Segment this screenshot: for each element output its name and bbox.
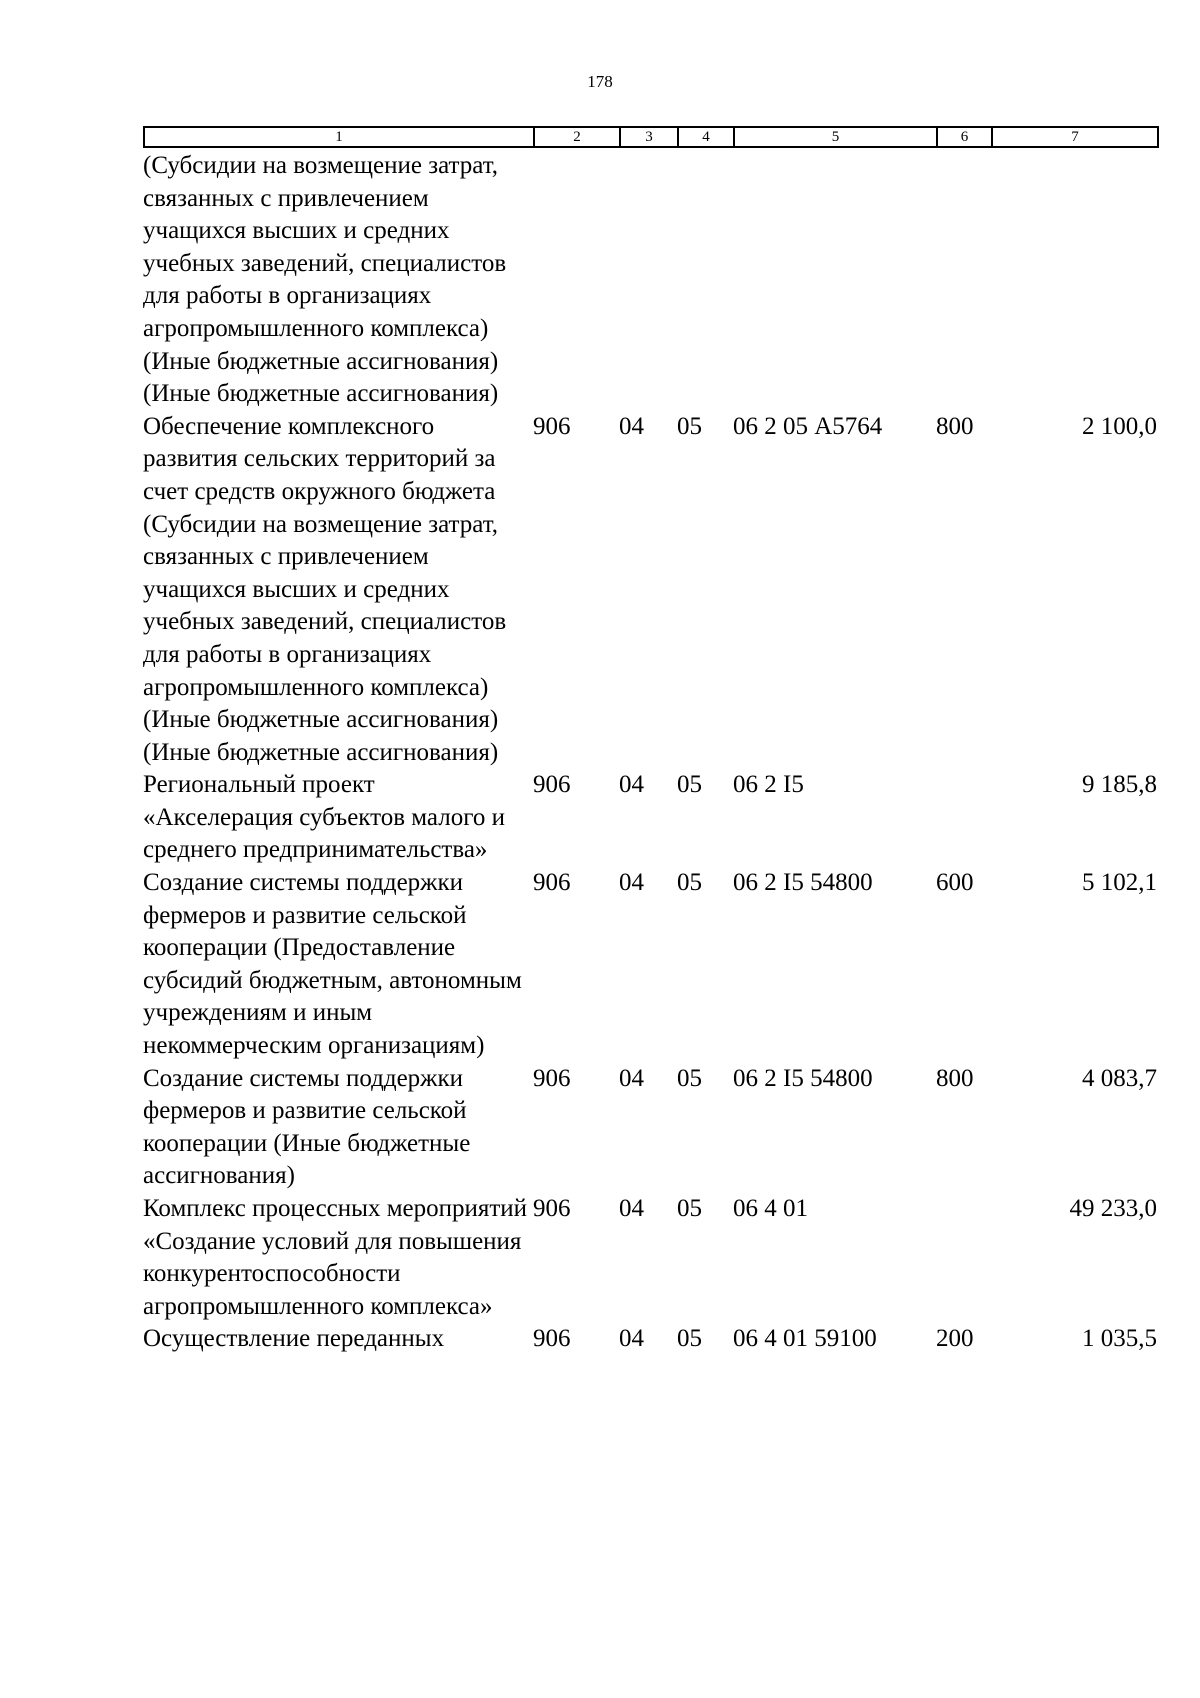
row-amount: 1 035,5 [1082,1325,1157,1353]
row-name: Осуществление переданных [143,1325,445,1353]
row-ministry-code: 906 [533,1064,571,1092]
header-col-3: 3 [621,128,679,146]
row-target-article: 06 2 05 А5764 [733,412,883,440]
row-target-article: 06 4 01 [733,1195,808,1222]
row-subsection-code: 05 [677,1325,702,1353]
table-row [143,867,1159,1063]
row-name: (Субсидии на возмещение затрат, связанных с привлечением учащихся высших и средних учебных заведений, специалистов для работы в организациях агропромышленного комплекса) (Иные бюджетные ассигнования) (Иные бюджетные ассигнования) [143,152,507,408]
row-expense-type: 600 [936,869,974,897]
row-expense-type: 800 [936,1064,974,1092]
row-target-article: 06 2 I5 54800 [733,1064,873,1092]
header-col-5: 5 [735,128,938,146]
row-amount: 2 100,0 [1082,412,1157,440]
budget-table [143,150,1159,1356]
row-section-code: 04 [619,869,644,897]
row-name: Региональный проект «Акселерация субъектов малого и среднего предпринимательства» [143,771,505,864]
row-subsection-code: 05 [677,1064,702,1092]
row-ministry-code: 906 [533,1325,571,1353]
row-amount: 4 083,7 [1082,1064,1157,1092]
row-target-article: 06 4 01 59100 [733,1325,877,1353]
row-subsection-code: 05 [677,869,702,897]
header-col-6: 6 [938,128,993,146]
row-section-code: 04 [619,1195,644,1222]
table-row [143,411,1159,770]
row-ministry-code: 906 [533,869,571,897]
header-col-7: 7 [1071,129,1079,145]
row-amount: 9 185,8 [1082,771,1157,799]
row-section-code: 04 [619,1064,644,1092]
row-expense-type: 200 [936,1325,974,1353]
table-row [143,1063,1159,1193]
table-header [143,126,1159,148]
row-ministry-code: 906 [533,771,571,799]
table-row [143,769,1159,867]
row-target-article: 06 2 I5 [733,771,804,799]
row-target-article: 06 2 I5 54800 [733,869,873,897]
row-section-code: 04 [619,1325,644,1353]
header-col-1: 1 [145,128,535,146]
row-amount: 49 233,0 [1069,1195,1157,1222]
row-subsection-code: 05 [677,771,702,799]
row-name: Обеспечение комплексного развития сельских территорий за счет средств окружного бюджета (Субсидии на возмещение затрат, связанных с привлечением учащихся высших и средних учебных заведений, специалистов для работы в организациях агропромышленного комплекса) (Иные бюджетные ассигнования) (Иные бюджетные ассигнования) [143,412,507,766]
row-subsection-code: 05 [677,412,702,440]
page-number: 178 [587,72,613,91]
table-row [143,150,1159,411]
row-name: Комплекс процессных мероприятий «Создание условий для повышения конкурентоспособности агропромышленного комплекса» [143,1195,528,1320]
header-col-4: 4 [679,128,735,146]
row-name: Создание системы поддержки фермеров и развитие сельской кооперации (Предоставление субсидий бюджетным, автономным учреждениям и иным некоммерческим организациям) [143,869,522,1060]
header-col-2: 2 [535,128,621,146]
row-ministry-code: 906 [533,412,571,440]
table-row [143,1193,1159,1323]
row-expense-type: 800 [936,412,974,440]
table-row [143,1323,1159,1356]
row-section-code: 04 [619,771,644,799]
row-amount: 5 102,1 [1082,869,1157,897]
row-section-code: 04 [619,412,644,440]
row-ministry-code: 906 [533,1195,571,1222]
row-subsection-code: 05 [677,1195,702,1222]
row-name: Создание системы поддержки фермеров и развитие сельской кооперации (Иные бюджетные ассигнования) [143,1064,471,1190]
